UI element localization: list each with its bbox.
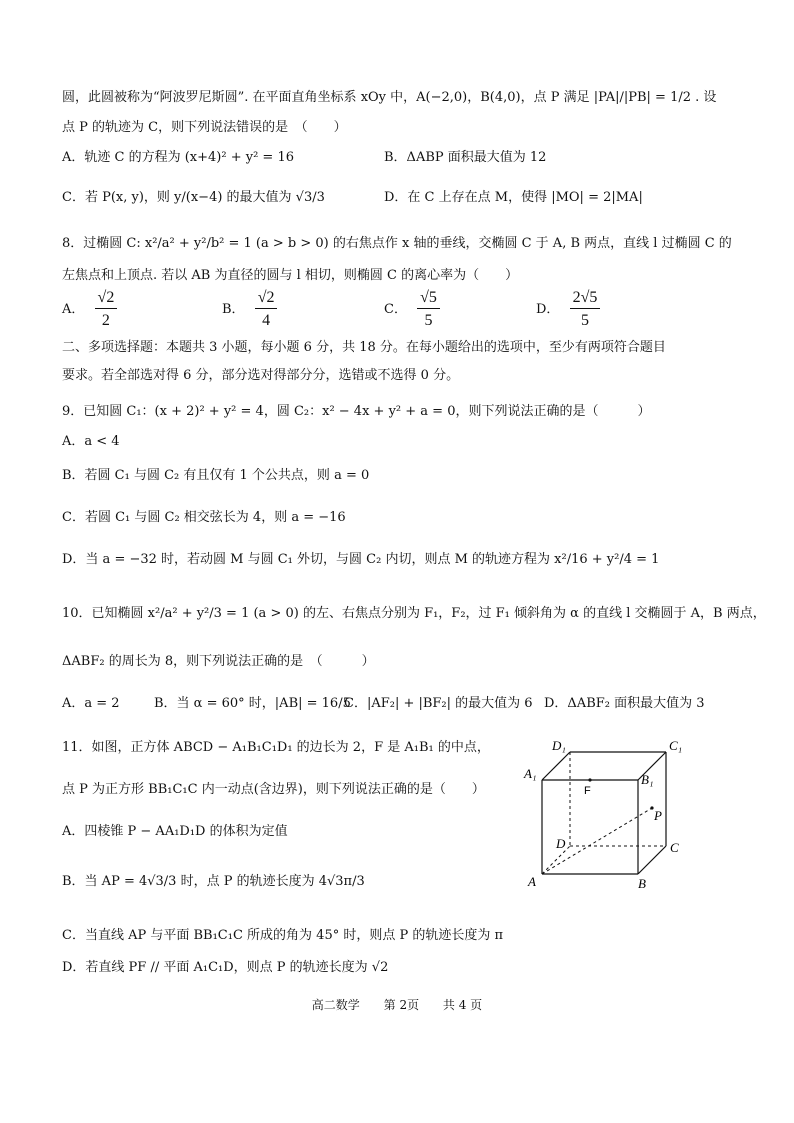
q8-option-a — [62, 288, 117, 331]
label-p: P — [654, 808, 662, 823]
q11-option-d: D．若直线 PF // 平面 A₁C₁D，则点 P 的轨迹长度为 √2 — [62, 960, 389, 975]
page-footer — [0, 996, 794, 1013]
option-fraction: $\frac{√5}{5}$ — [417, 288, 440, 331]
q7-stem-line2: 点 P 的轨迹为 C，则下列说法错误的是 （ ） — [62, 120, 347, 135]
section2-heading-line2: 要求。若全部选对得 6 分，部分选对得部分分，选错或不选得 0 分。 — [62, 368, 460, 383]
label-d1: D₁ — [552, 738, 566, 753]
q9-option-c: C．若圆 C₁ 与圆 C₂ 相交弦长为 4，则 a = −16 — [62, 510, 346, 525]
q10-option-a: A．a = 2 — [62, 696, 120, 711]
option-fraction: $\frac{√2}{4}$ — [255, 288, 278, 331]
q11-stem-line2: 点 P 为正方形 BB₁C₁C 内一动点(含边界)，则下列说法正确的是（ ） — [62, 782, 485, 797]
q7-stem-line1: 圆，此圆被称为“阿波罗尼斯圆”. 在平面直角坐标系 xOy 中，A(−2,0)，B(4,0)，点 P 满足 |PA|/|PB| = 1/2 . 设 — [62, 90, 717, 105]
q8-stem-line2: 左焦点和上顶点. 若以 AB 为直径的圆与 l 相切，则椭圆 C 的离心率为（ ） — [62, 268, 519, 283]
q8-option-c — [384, 288, 440, 331]
q11-option-b: B．当 AP = 4√3/3 时，点 P 的轨迹长度为 4√3π/3 — [62, 874, 365, 889]
option-label: D． — [536, 302, 560, 317]
footer-subject: 高二数学 — [311, 998, 360, 1012]
label-a1: A₁ — [524, 766, 537, 781]
q10-option-b: B．当 α = 60° 时，|AB| = 16/5 — [154, 696, 351, 711]
q9-stem: 9．已知圆 C₁：(x + 2)² + y² = 4，圆 C₂：x² − 4x + y² + a = 0，则下列说法正确的是（ ） — [62, 404, 651, 419]
q7-option-a: A．轨迹 C 的方程为 (x+4)² + y² = 16 — [62, 150, 294, 165]
point-f — [588, 778, 591, 781]
q10-option-d: D．ΔABF₂ 面积最大值为 3 — [544, 696, 705, 711]
edge-bc — [638, 846, 666, 874]
label-b1: B₁ — [641, 772, 654, 787]
option-label: B． — [222, 302, 245, 317]
q7-option-c: C．若 P(x, y)，则 y/(x−4) 的最大值为 √3/3 — [62, 190, 325, 205]
q8-option-d — [536, 288, 600, 331]
q11-option-a: A．四棱锥 P − AA₁D₁D 的体积为定值 — [62, 824, 288, 839]
q7-option-d: D．在 C 上存在点 M，使得 |MO| = 2|MA| — [384, 190, 643, 205]
option-fraction: $\frac{2√5}{5}$ — [570, 288, 601, 331]
option-label: A． — [62, 302, 85, 317]
label-d: D — [556, 836, 566, 851]
q8-stem-line1: 8．过椭圆 C: x²/a² + y²/b² = 1 (a > b > 0) 的右焦点作 x 轴的垂线，交椭圆 C 于 A, B 两点，直线 l 过椭圆 C 的 — [62, 236, 732, 251]
q9-option-b: B．若圆 C₁ 与圆 C₂ 有且仅有 1 个公共点，则 a = 0 — [62, 468, 370, 483]
edge-a1d1 — [542, 752, 570, 780]
label-c: C — [670, 840, 679, 855]
option-label: C． — [384, 302, 407, 317]
footer-page-number: 第 2页 — [383, 998, 420, 1012]
label-f: F — [584, 785, 591, 797]
q7-option-b: B．ΔABP 面积最大值为 12 — [384, 150, 547, 165]
q10-option-c: C．|AF₂| + |BF₂| 的最大值为 6 — [344, 696, 533, 711]
label-a: A — [528, 874, 536, 889]
label-b: B — [638, 876, 646, 891]
cube-figure — [520, 736, 690, 892]
footer-total-pages: 共 4 页 — [442, 998, 483, 1012]
option-fraction: $\frac{√2}{2}$ — [95, 288, 118, 331]
q11-option-c: C．当直线 AP 与平面 BB₁C₁C 所成的角为 45° 时，则点 P 的轨迹长度为 π — [62, 928, 504, 943]
q11-stem-line1: 11．如图，正方体 ABCD − A₁B₁C₁D₁ 的边长为 2，F 是 A₁B₁ 的中点， — [62, 740, 490, 755]
q10-stem-line1: 10．已知椭圆 x²/a² + y²/3 = 1 (a > 0) 的左、右焦点分别为 F₁，F₂，过 F₁ 倾斜角为 α 的直线 l 交椭圆于 A，B 两点， — [62, 606, 766, 621]
q9-option-a: A．a < 4 — [62, 434, 120, 449]
q8-option-b — [222, 288, 277, 331]
q10-stem-line2: ΔABF₂ 的周长为 8，则下列说法正确的是 （ ） — [62, 654, 375, 669]
label-c1: C₁ — [669, 738, 683, 753]
q9-option-d: D．当 a = −32 时，若动圆 M 与圆 C₁ 外切，与圆 C₂ 内切，则点 M 的轨迹方程为 x²/16 + y²/4 = 1 — [62, 552, 660, 567]
section2-heading-line1: 二、多项选择题：本题共 3 小题，每小题 6 分，共 18 分。在每小题给出的选项中，至少有两项符合题目 — [62, 340, 666, 355]
